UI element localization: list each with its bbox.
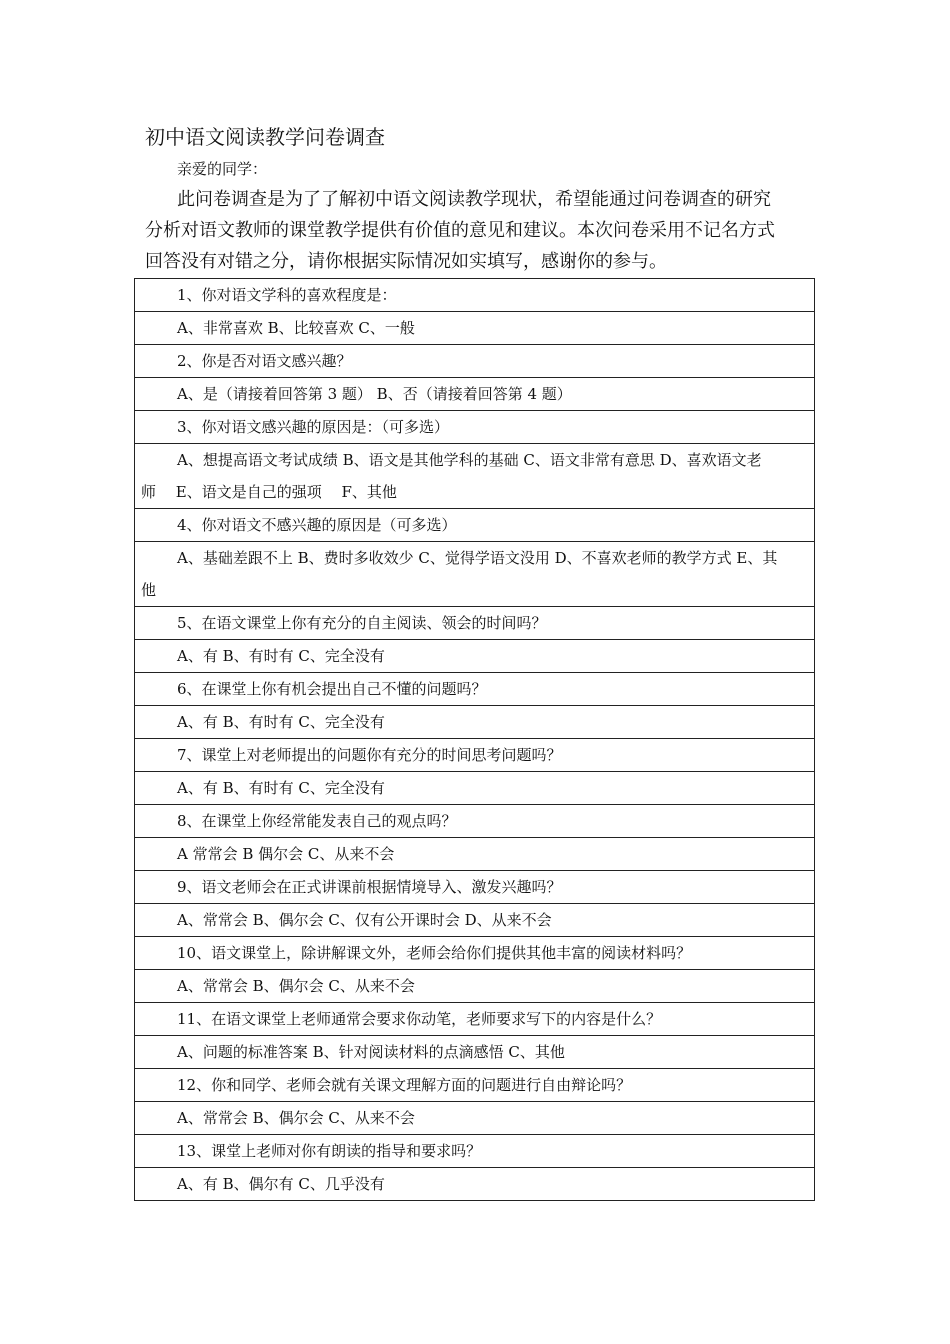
answer-options	[135, 542, 814, 606]
question-text: 12、你和同学、老师会就有关课文理解方面的问题进行自由辩论吗？	[177, 1076, 632, 1094]
answer-cell-4	[135, 542, 815, 607]
table-row	[135, 937, 815, 970]
answer-options: A、问题的标准答案 B、针对阅读材料的点滴感悟 C、其他	[177, 1043, 565, 1061]
answer-cell-2	[135, 378, 815, 411]
answer-cell-9	[135, 904, 815, 937]
answer-options: A、有 B、有时有 C、完全没有	[177, 647, 385, 665]
answer-cell-13	[135, 1168, 815, 1201]
answer-options: A、常常会 B、偶尔会 C、从来不会	[177, 977, 415, 995]
document-title: 初中语文阅读教学问卷调查	[145, 125, 385, 149]
answer-cell-10	[135, 970, 815, 1003]
question-cell-11	[135, 1003, 815, 1036]
question-cell-9	[135, 871, 815, 904]
answer-options: A、常常会 B、偶尔会 C、从来不会	[177, 1109, 415, 1127]
table-row	[135, 772, 815, 805]
table-row	[135, 739, 815, 772]
table-row	[135, 706, 815, 739]
table-row	[135, 312, 815, 345]
question-cell-4	[135, 509, 815, 542]
table-row	[135, 542, 815, 607]
table-row	[135, 1036, 815, 1069]
question-cell-1	[135, 279, 815, 312]
intro-line-3: 回答没有对错之分，请你根据实际情况如实填写，感谢你的参与。	[145, 251, 667, 272]
answer-options: A、是（请接着回答第 3 题） B、否（请接着回答第 4 题）	[177, 385, 572, 403]
table-row	[135, 509, 815, 542]
table-row	[135, 607, 815, 640]
table-row	[135, 1168, 815, 1201]
table-row	[135, 411, 815, 444]
question-text: 3、你对语文感兴趣的原因是：（可多选）	[177, 418, 450, 436]
answer-options	[135, 444, 814, 508]
table-row	[135, 444, 815, 509]
answer-options: A、有 B、有时有 C、完全没有	[177, 779, 385, 797]
table-row	[135, 904, 815, 937]
question-cell-7	[135, 739, 815, 772]
question-text: 6、在课堂上你有机会提出自己不懂的问题吗？	[177, 680, 487, 698]
table-row	[135, 640, 815, 673]
answer-options: A、非常喜欢 B、比较喜欢 C、一般	[177, 319, 415, 337]
question-text: 7、课堂上对老师提出的问题你有充分的时间思考问题吗？	[177, 746, 562, 764]
answer-options: A、有 B、有时有 C、完全没有	[177, 713, 385, 731]
answer-options: A、常常会 B、偶尔会 C、仅有公开课时会 D、从来不会	[177, 911, 552, 929]
table-row	[135, 838, 815, 871]
answer-cell-11	[135, 1036, 815, 1069]
question-text: 2、你是否对语文感兴趣？	[177, 352, 352, 370]
question-text: 10、语文课堂上，除讲解课文外，老师会给你们提供其他丰富的阅读材料吗？	[177, 944, 692, 962]
answer-cell-3	[135, 444, 815, 509]
question-text: 11、在语文课堂上老师通常会要求你动笔，老师要求写下的内容是什么？	[177, 1010, 662, 1028]
question-cell-6	[135, 673, 815, 706]
answer-line-2: 他	[141, 581, 157, 599]
answer-options: A、有 B、偶尔有 C、几乎没有	[177, 1175, 385, 1193]
table-row	[135, 1135, 815, 1168]
question-cell-8	[135, 805, 815, 838]
question-cell-12	[135, 1069, 815, 1102]
table-row	[135, 345, 815, 378]
answer-cell-12	[135, 1102, 815, 1135]
question-text: 5、在语文课堂上你有充分的自主阅读、领会的时间吗？	[177, 614, 547, 632]
table-row	[135, 805, 815, 838]
question-text: 1、你对语文学科的喜欢程度是：	[177, 286, 397, 304]
question-cell-3	[135, 411, 815, 444]
question-cell-5	[135, 607, 815, 640]
question-cell-13	[135, 1135, 815, 1168]
intro-line-2: 分析对语文教师的课堂教学提供有价值的意见和建议。本次问卷采用不记名方式	[145, 220, 775, 241]
table-row	[135, 378, 815, 411]
question-cell-2	[135, 345, 815, 378]
table-row	[135, 970, 815, 1003]
answer-cell-1	[135, 312, 815, 345]
answer-line-1: A、想提高语文考试成绩 B、语文是其他学科的基础 C、语文非常有意思 D、喜欢语文老	[177, 451, 762, 469]
question-text: 8、在课堂上你经常能发表自己的观点吗？	[177, 812, 457, 830]
table-row	[135, 1102, 815, 1135]
table-row	[135, 279, 815, 312]
greeting: 亲爱的同学：	[177, 160, 268, 178]
answer-cell-5	[135, 640, 815, 673]
question-text: 13、课堂上老师对你有朗读的指导和要求吗？	[177, 1142, 482, 1160]
answer-cell-8	[135, 838, 815, 871]
answer-cell-7	[135, 772, 815, 805]
question-text: 9、语文老师会在正式讲课前根据情境导入、激发兴趣吗？	[177, 878, 562, 896]
question-text: 4、你对语文不感兴趣的原因是（可多选）	[177, 516, 457, 534]
answer-line-2: 师 E、语文是自己的强项 F、其他	[141, 483, 397, 501]
answer-line-1: A、基础差跟不上 B、费时多收效少 C、觉得学语文没用 D、不喜欢老师的教学方式 E、其	[177, 549, 778, 567]
question-cell-10	[135, 937, 815, 970]
table-row	[135, 1069, 815, 1102]
table-row	[135, 871, 815, 904]
table-row	[135, 673, 815, 706]
answer-options: A 常常会 B 偶尔会 C、从来不会	[177, 845, 395, 863]
intro-paragraph	[145, 184, 815, 277]
survey-table	[134, 278, 815, 1201]
intro-line-1: 此问卷调查是为了了解初中语文阅读教学现状，希望能通过问卷调查的研究	[177, 189, 771, 210]
table-row	[135, 1003, 815, 1036]
answer-cell-6	[135, 706, 815, 739]
